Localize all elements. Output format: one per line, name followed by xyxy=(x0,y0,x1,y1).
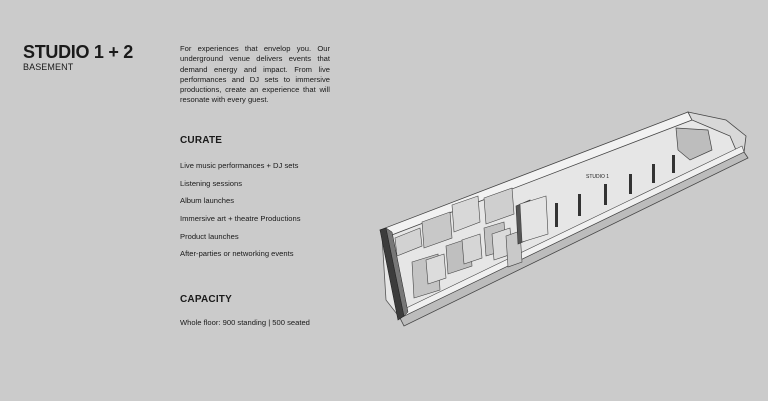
floorplan-studio-label: STUDIO 1 xyxy=(586,174,610,180)
curate-item-listening-sessions: Listening sessions xyxy=(180,178,243,188)
floorplan-pillar xyxy=(555,203,558,227)
floorplan-pillar xyxy=(629,174,632,194)
floorplan-pillar xyxy=(604,184,607,205)
page-title: STUDIO 1 + 2 xyxy=(23,42,133,62)
curate-item-live-music: Live music performances + DJ sets xyxy=(180,161,299,170)
capacity-text: Whole floor: 900 standing | 500 seated xyxy=(180,318,310,327)
floorplan-pillar xyxy=(672,155,675,173)
curate-item-product-launches: Product launches xyxy=(180,231,239,241)
floorplan-pillar xyxy=(578,194,581,216)
capacity-heading: CAPACITY xyxy=(180,294,232,305)
curate-item-after-parties: After-parties or networking events xyxy=(180,249,294,259)
intro-paragraph: For experiences that envelop you. Our underground venue delivers events that demand energy and impact. From live performances and DJ sets to immersive productions, create an experience that will resonate with every guest. xyxy=(180,44,330,105)
floorplan-room-wall xyxy=(520,196,548,242)
curate-item-album-launches: Album launches xyxy=(180,196,235,206)
curate-item-immersive-art: Immersive art + theatre Productions xyxy=(180,214,301,224)
page-subtitle: BASEMENT xyxy=(23,62,74,72)
floorplan-pillar xyxy=(652,164,655,183)
curate-heading: CURATE xyxy=(180,135,223,146)
